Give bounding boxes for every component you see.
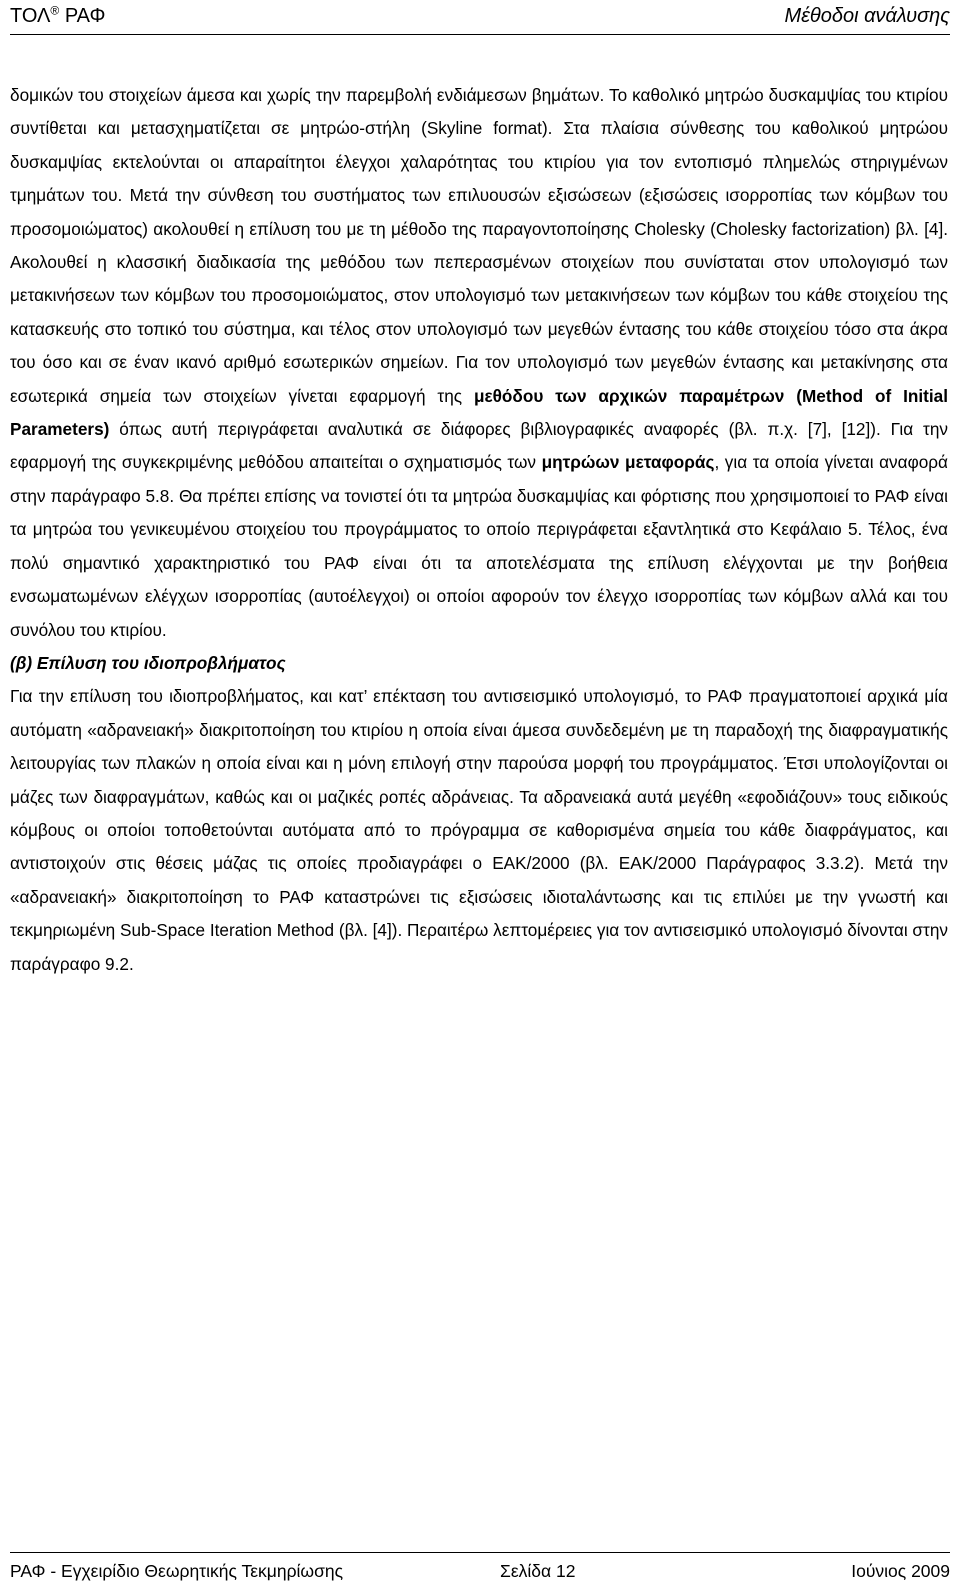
page-footer (10, 1552, 950, 1587)
header-product-prefix: ΤΟΛ (10, 5, 51, 27)
header-product-name (10, 5, 105, 28)
footer-page-number: Σελίδα 12 (500, 1561, 576, 1581)
page-body (10, 79, 948, 981)
paragraph-text: όπως αυτή περιγράφεται αναλυτικά σε διάφορες βιβλιογραφικές αναφορές (βλ. π.χ. [7], [12]). Για την εφαρμογή της συγκεκριμένης μεθόδου απαιτείται ο σχηματισμός των (10, 419, 948, 473)
paragraph-method (10, 79, 948, 647)
header-section-title: Μέθοδοι ανάλυσης (784, 5, 950, 27)
header-product-suffix: ΡΑΦ (59, 5, 106, 27)
paragraph-text: , για τα οποία γίνεται αναφορά στην παράγραφο 5.8. Θα πρέπει επίσης να τονιστεί ότι τα μητρώα δυσκαμψίας και φόρτισης που χρησιμοποιεί το ΡΑΦ είναι τα μητρώα του γενικευμένου στοιχείου του προγράμματος το οποίο περιγράφεται εξαντλητικά στο Κεφάλαιο 5. Τέλος, ένα πολύ σημαντικό χαρακτηριστικό του ΡΑΦ είναι ότι τα αποτελέσματα της επίλυση ελέγχονται με την βοήθεια ενσωματωμένων ελέγχων ισορροπίας (αυτοέλεγχοι) οι οποίοι αφορούν τον έλεγχο ισορροπίας των κόμβων αλλά και του συνόλου του κτιρίου. (10, 452, 948, 640)
section-heading-eigenproblem: (β) Επίλυση του ιδιοπροβλήματος (10, 652, 286, 673)
registered-mark: ® (50, 3, 60, 18)
page-header (10, 0, 950, 35)
footer-document-title: ΡΑΦ - Εγχειρίδιο Θεωρητικής Τεκμηρίωσης (10, 1561, 344, 1581)
paragraph-text: δομικών του στοιχείων άμεσα και χωρίς την παρεμβολή ενδιάμεσων βημάτων. Το καθολικό μητρώο δυσκαμψίας του κτιρίου συντίθεται και μετασχηματίζεται σε μητρώο-στήλη (Skyline format). Στα πλαίσια σύνθεσης του καθολικού μητρώου δυσκαμψίας εκτελούνται οι απαραίτητοι έλεγχοι χαλαρότητας του κτιρίου για τον εντοπισμό πλημελώς στηριγμένων τμημάτων του. Μετά την σύνθεση του συστήματος των επιλυουσών εξισώσεων (εξισώσεις ισορροπίας των κόμβων του προσομοιώματος) ακολουθεί η επίλυση του με τη μέθοδο της παραγοντοποίησης Cholesky (Cholesky factorization) βλ. [4]. Ακολουθεί η κλασσική διαδικασία της μεθόδου των πεπερασμένων στοιχείων που συνίσταται στον υπολογισμό των μετακινήσεων των κόμβων του προσομοιώματος, στον υπολογισμό των μετακινήσεων των κόμβων του κάθε στοιχείου της κατασκευής στο τοπικό του σύστημα, και τέλος στον υπολογισμό των μεγεθών έντασης του κάθε στοιχείου τόσο στα άκρα του όσο και σε έναν ικανό αριθμό εσωτερικών σημείων. Για τον υπολογισμό των μεγεθών έντασης και μετακίνησης στα εσωτερικά σημεία των στοιχείων γίνεται εφαρμογή της (10, 85, 948, 406)
footer-date: Ιούνιος 2009 (851, 1561, 950, 1581)
paragraph-eigenproblem: Για την επίλυση του ιδιοπροβλήματος, και κατ’ επέκταση του αντισεισμικό υπολογισμό, το ΡΑΦ πραγματοποιεί αρχικά μία αυτόματη «αδρανειακή» διακριτοποίηση του κτιρίου η οποία είναι άμεσα συνδεδεμένη με τη παραδοχή της διαφραγματικής λειτουργίας των πλακών η οποία είναι και η μόνη επιλογή στην παρούσα μορφή του προγράμματος. Έτσι υπολογίζονται οι μάζες των διαφραγμάτων, καθώς και οι μαζικές ροπές αδράνειας. Τα αδρανειακά αυτά μεγέθη «εφοδιάζουν» τους ειδικούς κόμβους οι οποίοι τοποθετούνται αυτόματα από το πρόγραμμα σε καθορισμένα σημεία του κάθε διαφράγματος, και αντιστοιχούν στις θέσεις μάζας τις οποίες προδιαγράφει ο ΕΑΚ/2000 (βλ. ΕΑΚ/2000 Παράγραφος 3.3.2). Μετά την «αδρανειακή» διακριτοποίηση το ΡΑΦ καταστρώνει τις εξισώσεις ιδιοταλάντωσης και τις επιλύει με την γνωστή και τεκμηριωμένη Sub-Space Iteration Method (βλ. [4]). Περαιτέρω λεπτομέρειες για τον αντισεισμικό υπολογισμό δίνονται στην παράγραφο 9.2. (10, 686, 948, 974)
bold-term-initial-parameters: μεθόδου των αρχικών παραμέτρων (Method of Initial Parameters) (10, 385, 948, 440)
bold-term-transfer-matrices: μητρώων μεταφοράς (541, 452, 715, 473)
